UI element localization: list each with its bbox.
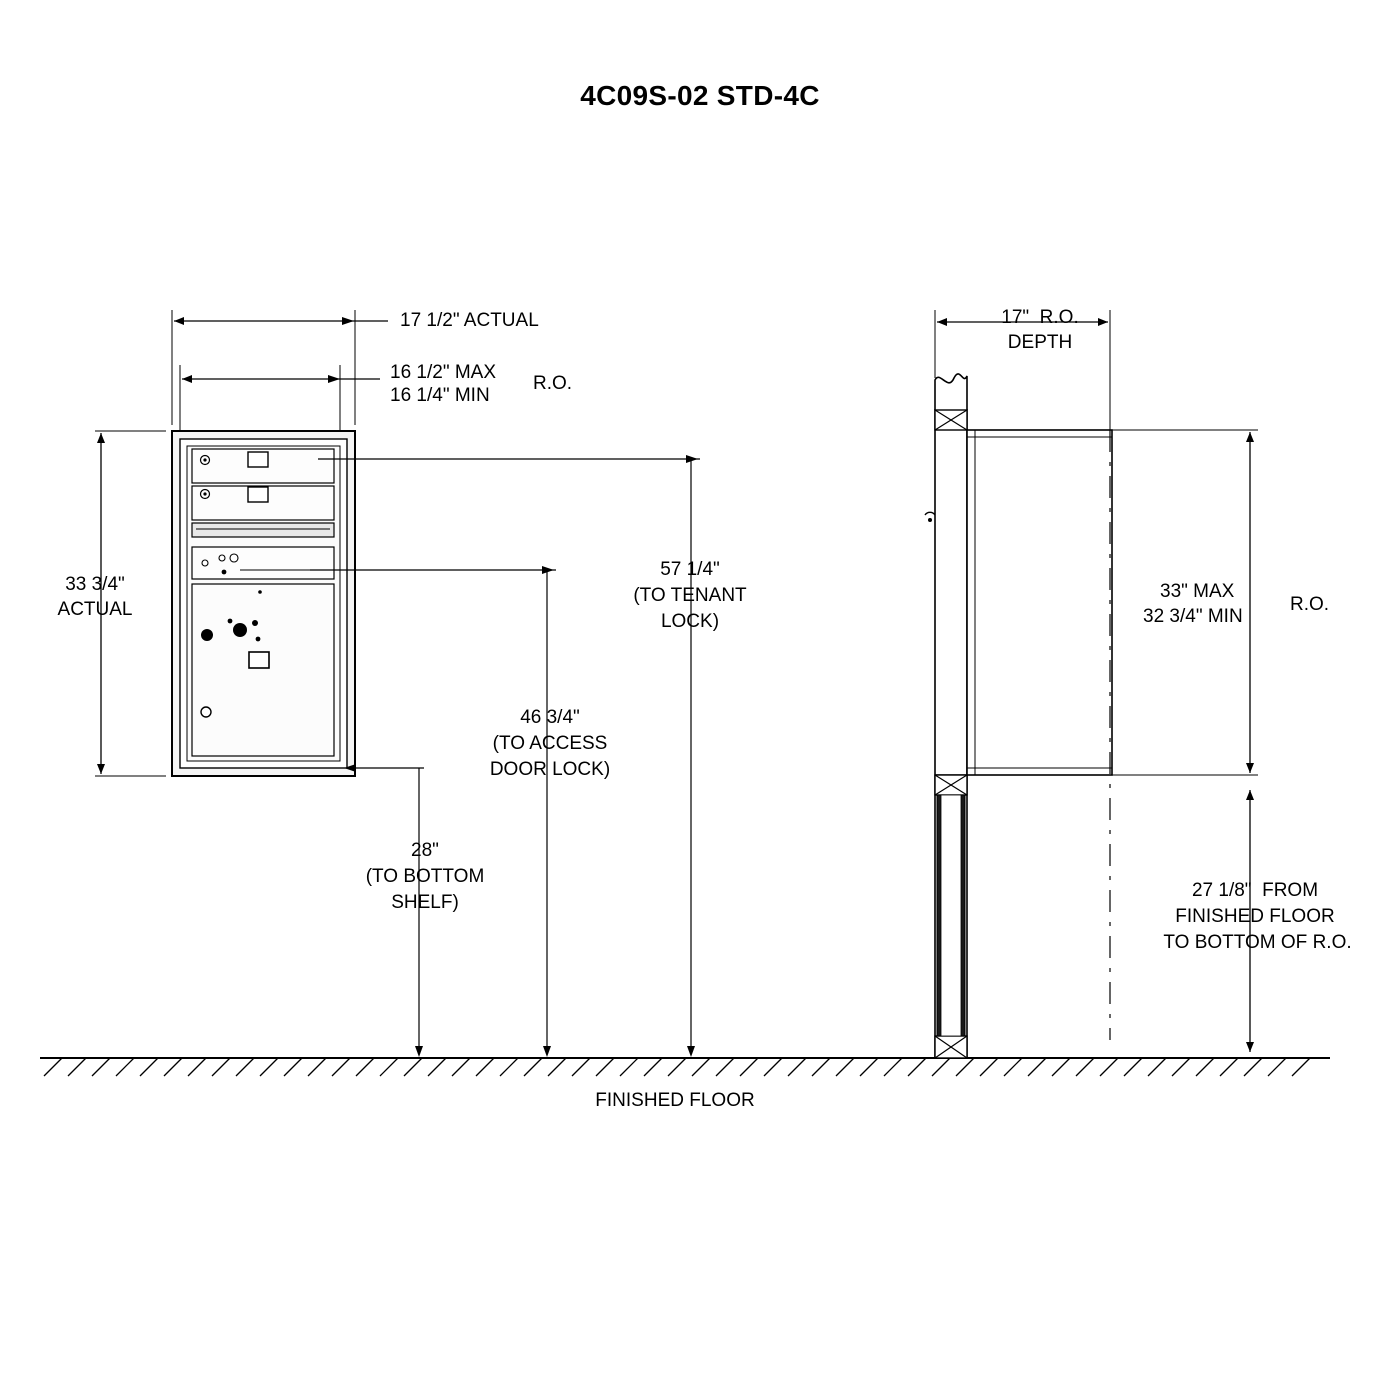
label-tenant-lock-note1: (TO TENANT — [633, 585, 747, 606]
label-height-actual-value: 33 3/4" — [65, 574, 125, 595]
dim-width-actual — [172, 310, 388, 425]
label-access-door-note2: DOOR LOCK) — [489, 759, 611, 780]
dim-width-ro — [180, 365, 380, 430]
label-floor-to-ro-line1: 27 1/8" FROM — [1191, 880, 1319, 901]
label-floor-to-ro-line2: FINISHED FLOOR — [1175, 906, 1335, 927]
front-elevation-view — [172, 431, 355, 776]
label-ro-depth-note: DEPTH — [1007, 332, 1073, 353]
side-section-view — [925, 374, 1112, 1058]
label-ro-width-min: 16 1/4" MIN — [390, 385, 490, 406]
dim-tenant-lock — [318, 455, 700, 1057]
label-finished-floor: FINISHED FLOOR — [595, 1090, 755, 1111]
label-access-door-note1: (TO ACCESS — [492, 733, 608, 754]
label-access-door-value: 46 3/4" — [520, 707, 580, 728]
label-floor-to-ro-line3: TO BOTTOM OF R.O. — [1163, 932, 1352, 953]
label-width-actual: 17 1/2" ACTUAL — [400, 310, 539, 331]
label-ro-height-max: 33" MAX — [1160, 581, 1235, 602]
label-ro-depth-value: 17" R.O. — [1001, 307, 1079, 328]
label-bottom-shelf-note2: SHELF) — [391, 892, 459, 913]
label-ro-height-suffix: R.O. — [1290, 594, 1330, 615]
label-bottom-shelf-note1: (TO BOTTOM — [365, 866, 485, 887]
label-height-actual-unit: ACTUAL — [57, 599, 133, 620]
label-ro-width-max: 16 1/2" MAX — [390, 362, 497, 383]
finished-floor-line — [40, 1058, 1330, 1076]
label-ro-height-min: 32 3/4" MIN — [1143, 606, 1243, 627]
label-tenant-lock-value: 57 1/4" — [660, 559, 720, 580]
label-bottom-shelf-value: 28" — [411, 840, 439, 861]
label-tenant-lock-note2: LOCK) — [660, 611, 720, 632]
label-ro-width-suffix: R.O. — [533, 373, 573, 394]
page-title: 4C09S-02 STD-4C — [580, 80, 820, 111]
